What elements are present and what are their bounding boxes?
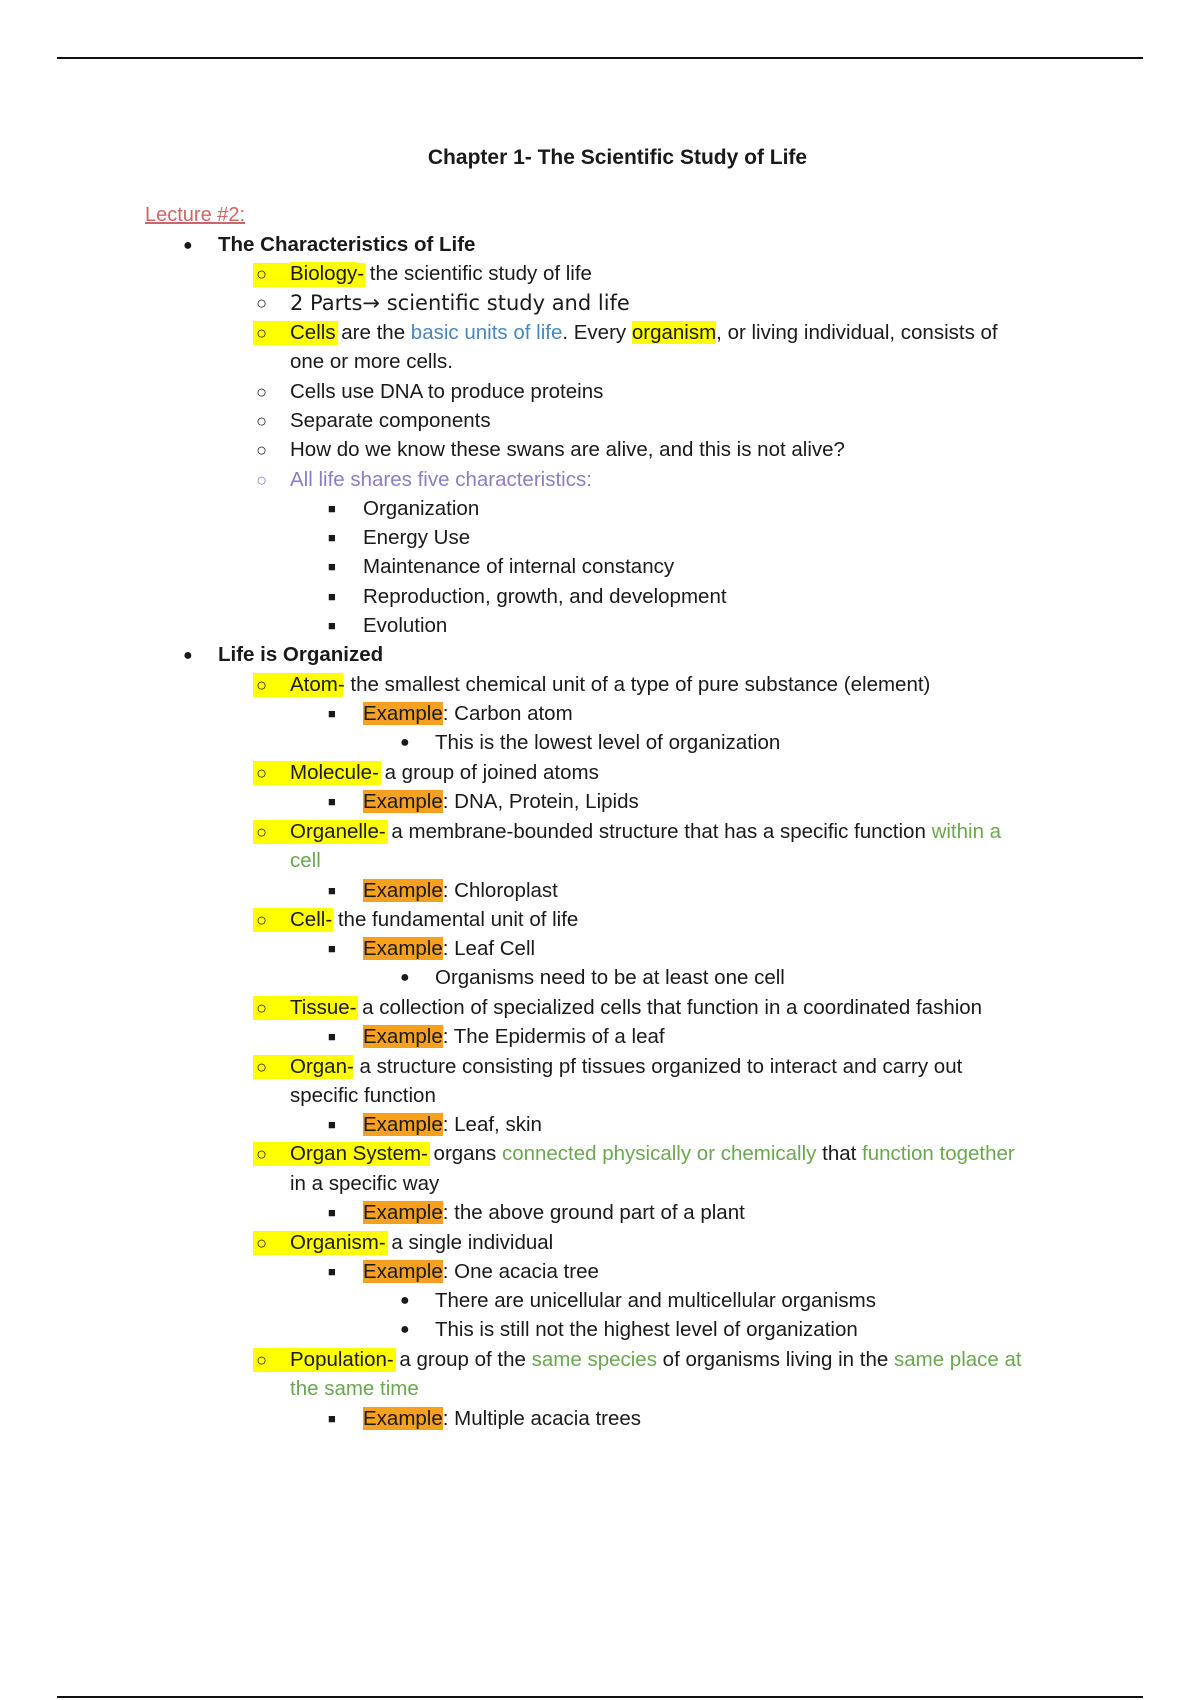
circle-bullet-icon: ○ xyxy=(256,1057,267,1077)
square-bullet-icon: ■ xyxy=(328,1029,336,1044)
circle-bullet-icon: ○ xyxy=(256,470,267,490)
list-item: Biology- the scientific study of life xyxy=(290,262,592,285)
list-item: Organ System- organs connected physically or chemically that function together xyxy=(290,1142,1015,1165)
square-bullet-icon: ■ xyxy=(328,618,336,633)
circle-bullet-icon: ○ xyxy=(256,998,267,1018)
square-bullet-icon: ■ xyxy=(328,530,336,545)
circle-bullet-icon: ○ xyxy=(256,264,267,284)
circle-bullet-icon: ○ xyxy=(256,1144,267,1164)
list-item: Evolution xyxy=(363,614,448,637)
square-bullet-icon: ■ xyxy=(328,589,336,604)
circle-bullet-icon: ○ xyxy=(256,293,267,313)
circle-bullet-icon: ○ xyxy=(256,440,267,460)
section-heading: The Characteristics of Life xyxy=(218,233,476,256)
list-item: All life shares five characteristics: xyxy=(290,468,592,491)
square-bullet-icon: ■ xyxy=(328,1264,336,1279)
list-item: How do we know these swans are alive, and this is not alive? xyxy=(290,438,845,461)
bullet-icon: ● xyxy=(400,969,410,986)
square-bullet-icon: ■ xyxy=(328,941,336,956)
example-item: Example: Leaf Cell xyxy=(363,937,536,960)
section-heading: Life is Organized xyxy=(218,643,384,666)
list-item: Organism- a single individual xyxy=(290,1231,554,1254)
circle-bullet-icon: ○ xyxy=(256,822,267,842)
list-item: There are unicellular and multicellular organisms xyxy=(435,1289,876,1312)
list-item: Atom- the smallest chemical unit of a type of pure substance (element) xyxy=(290,673,931,696)
circle-bullet-icon: ○ xyxy=(256,411,267,431)
bullet-icon: ● xyxy=(400,1292,410,1309)
square-bullet-icon: ■ xyxy=(328,501,336,516)
square-bullet-icon: ■ xyxy=(328,794,336,809)
bullet-icon: ● xyxy=(400,734,410,751)
example-item: Example: Chloroplast xyxy=(363,879,558,902)
list-item: This is still not the highest level of organization xyxy=(435,1318,858,1341)
example-item: Example: Carbon atom xyxy=(363,702,573,725)
top-rule xyxy=(57,57,1143,59)
list-item: This is the lowest level of organization xyxy=(435,731,781,754)
example-item: Example: DNA, Protein, Lipids xyxy=(363,790,639,813)
list-item: Cell- the fundamental unit of life xyxy=(290,908,579,931)
circle-bullet-icon: ○ xyxy=(256,382,267,402)
list-item: Tissue- a collection of specialized cells that function in a coordinated fashion xyxy=(290,996,983,1019)
circle-bullet-icon: ○ xyxy=(256,910,267,930)
list-item-continuation: in a specific way xyxy=(290,1172,440,1195)
circle-bullet-icon: ○ xyxy=(256,323,267,343)
circle-bullet-icon: ○ xyxy=(256,1350,267,1370)
square-bullet-icon: ■ xyxy=(328,706,336,721)
list-item: Maintenance of internal constancy xyxy=(363,555,675,578)
bullet-icon: ● xyxy=(400,1321,410,1338)
list-item: Molecule- a group of joined atoms xyxy=(290,761,599,784)
example-item: Example: One acacia tree xyxy=(363,1260,599,1283)
list-item: Separate components xyxy=(290,409,491,432)
list-item-continuation: the same time xyxy=(290,1377,419,1400)
example-item: Example: Multiple acacia trees xyxy=(363,1407,642,1430)
bullet-icon: ● xyxy=(183,237,193,254)
square-bullet-icon: ■ xyxy=(328,883,336,898)
circle-bullet-icon: ○ xyxy=(256,675,267,695)
list-item-continuation: one or more cells. xyxy=(290,350,453,373)
list-item: 2 Parts→ scientific study and life xyxy=(290,291,630,315)
list-item: Organisms need to be at least one cell xyxy=(435,966,785,989)
example-item: Example: the above ground part of a plant xyxy=(363,1201,745,1224)
bottom-rule xyxy=(57,1696,1143,1698)
bullet-icon: ● xyxy=(183,647,193,664)
list-item: Cells use DNA to produce proteins xyxy=(290,380,604,403)
list-item: Organelle- a membrane-bounded structure that has a specific function within a xyxy=(290,820,1002,843)
list-item: Population- a group of the same species of organisms living in the same place at xyxy=(290,1348,1022,1371)
example-item: Example: Leaf, skin xyxy=(363,1113,542,1136)
square-bullet-icon: ■ xyxy=(328,1117,336,1132)
page-title: Chapter 1- The Scientific Study of Life xyxy=(427,146,808,169)
circle-bullet-icon: ○ xyxy=(256,1233,267,1253)
list-item: Organization xyxy=(363,497,480,520)
list-item-continuation: specific function xyxy=(290,1084,436,1107)
list-item: Reproduction, growth, and development xyxy=(363,585,727,608)
list-item-continuation: cell xyxy=(290,849,321,872)
list-item: Cells are the basic units of life. Every organism, or living individual, consists of xyxy=(290,321,998,344)
square-bullet-icon: ■ xyxy=(328,559,336,574)
list-item: Organ- a structure consisting pf tissues organized to interact and carry out xyxy=(290,1055,963,1078)
list-item: Energy Use xyxy=(363,526,471,549)
circle-bullet-icon: ○ xyxy=(256,763,267,783)
square-bullet-icon: ■ xyxy=(328,1411,336,1426)
lecture-label: Lecture #2: xyxy=(145,204,246,226)
example-item: Example: The Epidermis of a leaf xyxy=(363,1025,665,1048)
square-bullet-icon: ■ xyxy=(328,1205,336,1220)
